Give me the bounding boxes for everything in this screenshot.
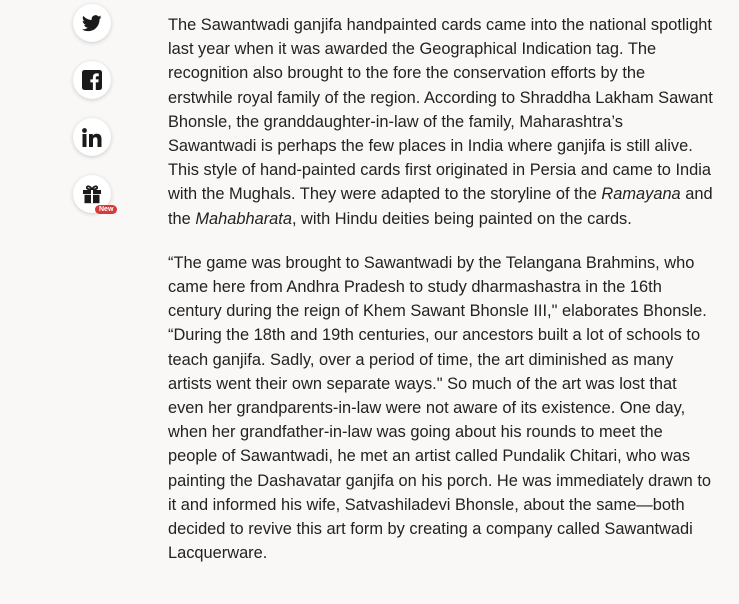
paragraph-text: The Sawantwadi ganjifa handpainted cards came into the national spotlight last year when it was awarded the Geographical Indication tag. The recognition also brought to the fore the conservation efforts by the erstwhile royal family of the region. According to Shraddha Lakham Sawant Bhonsle, the granddaughter-in-law of the family, Maharashtra’s Sawantwadi is perhaps the few places in India where ganjifa is still alive. This style of hand-painted cards first originated in Persia and came to India with the Mughals. They were adapted to the storyline of the — [168, 16, 713, 204]
linkedin-share-button[interactable] — [73, 118, 111, 156]
ramayana-title: Ramayana — [601, 185, 681, 204]
mahabharata-title: Mahabharata — [195, 209, 292, 228]
twitter-share-button[interactable] — [73, 4, 111, 42]
paragraph-text: and the — [168, 185, 713, 228]
article-body — [168, 13, 713, 585]
twitter-icon — [82, 15, 102, 32]
new-badge: New — [95, 205, 117, 214]
facebook-icon — [82, 70, 102, 90]
paragraph-text: , with Hindu deities being painted on the cards. — [291, 209, 632, 228]
facebook-share-button[interactable] — [73, 61, 111, 99]
linkedin-icon — [82, 128, 102, 147]
article-paragraph-1 — [168, 13, 713, 231]
gift-icon — [82, 184, 102, 204]
gift-share-button[interactable] — [73, 175, 114, 213]
article-paragraph-2: “The game was brought to Sawantwadi by the Telangana Brahmins, who came here from Andhra Pradesh to study dharmashastra in the 16th century during the reign of Khem Sawant Bhonsle III," elaborates Bhonsle. “During the 18th and 19th centuries, our ancestors built a lot of schools to teach ganjifa. Sadly, over a period of time, the art diminished as many artists went their own separate ways." So much of the art was lost that even her grandparents-in-law were not aware of its existence. One day, when her grandfather-in-law was going about his rounds to meet the people of Sawantwadi, he met an artist called Pundalik Chitari, who was painting the Dashavatar ganjifa on his porch. He was immediately drawn to it and informed his wife, Satvashiladevi Bhonsle, about the same—both decided to revive this art form by creating a company called Sawantwadi Lacquerware. — [168, 253, 712, 563]
